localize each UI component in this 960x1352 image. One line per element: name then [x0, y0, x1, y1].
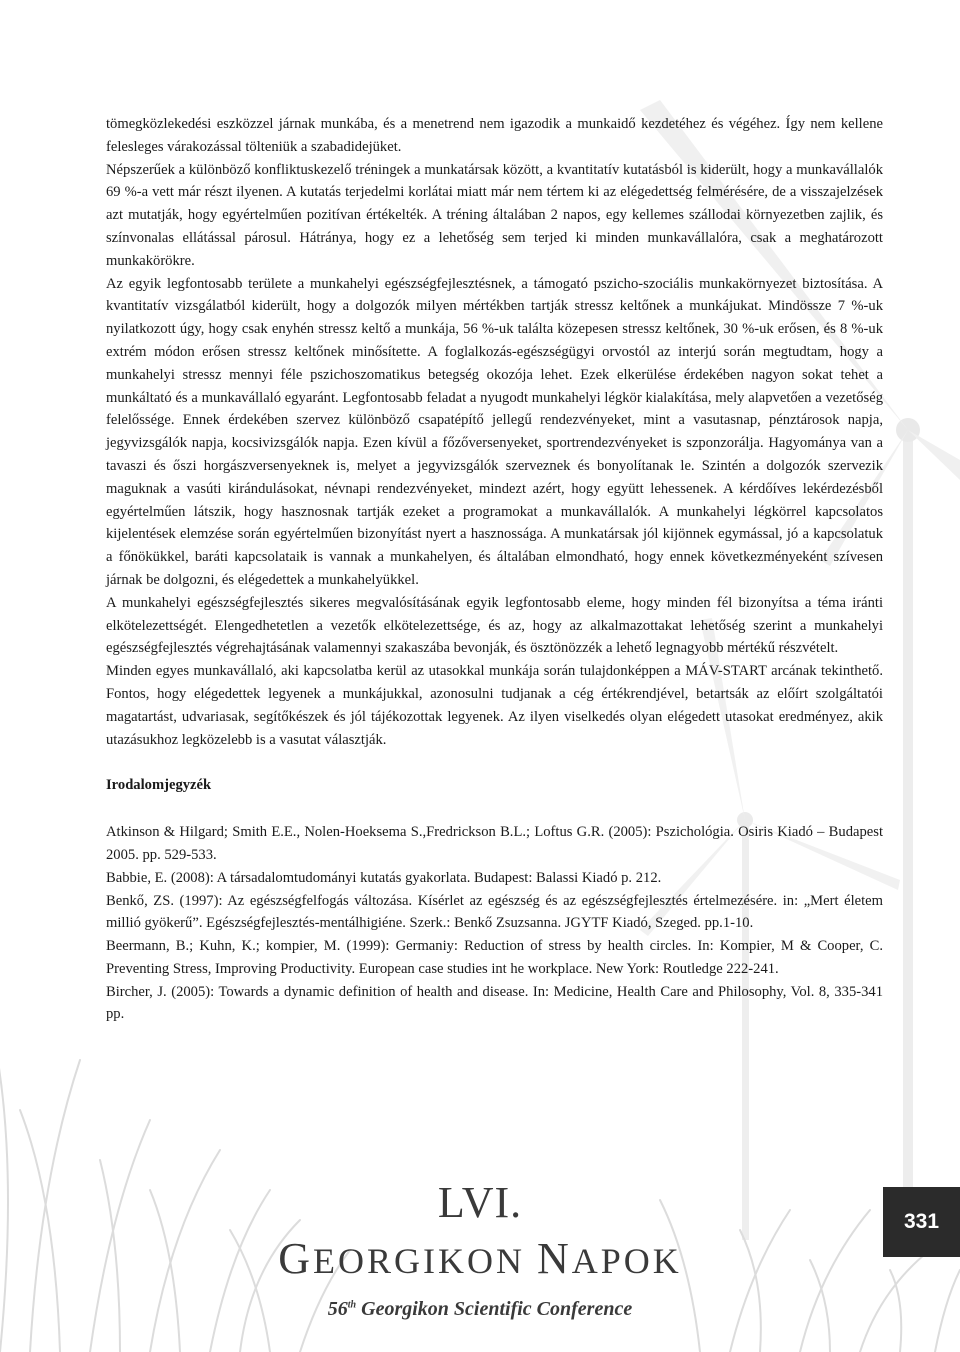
references-heading: Irodalomjegyzék [106, 777, 212, 794]
body-paragraph: A munkahelyi egészségfejlesztés sikeres megvalósításának egyik legfontosabb eleme, hogy minden fél bizonyítsa a téma iránti elkötelezettségét. Elengedhetetlen a vezetők elkötelezettsége, és az, hogy az alkalmazottakat lehetőség szerint a munkahelyi egészségfejlesztés végrehajtásának valamennyi szakaszába bevonják, és ösztönözzék a lehető legnagyobb mértékű részvételt. [106, 594, 883, 657]
conference-name: GEORGIKON NAPOK [278, 1234, 682, 1283]
page-number-badge [883, 1187, 960, 1257]
body-paragraph: Minden egyes munkavállaló, aki kapcsolatba kerül az utasokkal munkája során tulajdonképpen a MÁV-START arcának tekinthető. Fontos, hogy elégedettek legyenek a munkájukkal, azonosulni tudjanak a cég értékrendjével, betartsák az előírt szolgáltatói magatartást, udvariasak, segítőkészek és jól tájékozottak legyenek. Az ilyen viselkedés olyan elégedett utasokat eredményez, akik utazásukhoz legközelebb is a vasutat választják. [106, 663, 883, 748]
reference-item: Beermann, B.; Kuhn, K.; kompier, M. (1999): Germaniy: Reduction of stress by health circles. In: Kompier, M & Cooper, C. Preventing Stress, Improving Productivity. European case studies int he workplace. New York: Routledge 222-241. [106, 938, 883, 977]
page-number: 331 [903, 1210, 940, 1233]
reference-item: Babbie, E. (2008): A társadalomtudományi kutatás gyakorlata. Budapest: Balassi Kiadó p. 212. [106, 869, 662, 886]
body-paragraph: Az egyik legfontosabb területe a munkahelyi egészségfejlesztésnek, a támogató pszicho-szociális munkakörnyezet biztosítása. A kvantitatív vizsgálatból kiderült, hogy a dolgozók milyen mértékben tartják stressz keltőnek a munkájukat. Mindössze 7 %-uk nyilatkozott úgy, hogy csak enyhén stressz keltő a munkája, 56 %-uk találta közepesen stressz keltőnek, 30 %-uk erősen, és 8 %-uk extrém módon erősen stressz keltőnek minősítette. A foglalkozás-egészségügyi orvostól az interjú során megtudtam, hogy a munkahelyi stressz mennyi féle pszichoszomatikus betegség okozója lehet. Ezek elkerülése érdekében nagyon sokat tehet a munkáltató és a munkavállaló egyaránt. Legfontosabb feladat a nyugodt munkahelyi légkör kialakítása, mely alapvetően a vezetőség felelőssége. Ennek érdekében szervez különböző csapatépítő jellegű rendezvényeket, mint a vasutasnap, pénztárosok napja, jegyvizsgálók napja, kocsivizsgálók napja. Ezen kívül a főzőversenyeket, sportrendezvényeket is szponzorálja. Hagyománya van a tavaszi és őszi horgászversenyeknek is, melyet a jegyvizsgálók szerveznek és bonyolítanak le. Szintén a dolgozók szervezik maguknak a vasúti kirándulásokat, névnapi rendezvényeket, mindezt azért, hogy együtt lehessenek. A kérdőíves lekérdezésből egyértelműen látszik, hogy hasznosnak tartják ezeket a programokat a munkavállalók. A munkahelyi légkörrel kapcsolatos kijelentések elemzése során egyértelműen bizonyítást nyert a hasznossága. A munkatársak jól kijönnek egymással, jó a kapcsolatuk a főnökükkel, baráti kapcsolataik is vannak a munkahelyen, és általában elmondható, hogy ennek következményeként szívesen járnak be dolgozni, és elégedettek a munkahelyükkel. [106, 275, 883, 588]
conference-subtitle: 56th Georgikon Scientific Conference [327, 1298, 633, 1320]
body-paragraph: tömegközlekedési eszközzel járnak munkába, és a menetrend nem igazodik a munkaidő kezdetéhez és végéhez. Így nem kellene felesleges várakozással tölteniük a szabadidejüket. [106, 116, 883, 155]
body-paragraph: Népszerűek a különböző konfliktuskezelő tréningek a munkatársak között, a kvantitatív kutatásból is kiderült, hogy a munkavállalók 69 %-a vett már részt ilyenen. A kutatás terjedelmi korlátai miatt már nem tértem ki az elégedettség felmérésére, de a visszajelzések azt mutatják, hogy egyértelműen pozitívan értékelték. A tréning általában 2 napos, egy kellemes szállodai környezetben zajlik, és színvonalas ellátással párosul. Hátránya, hogy ez a lehetőség sem terjed ki minden munkavállalóra, csak a meghatározott munkakörökre. [106, 161, 883, 269]
conference-edition: LVI. [437, 1178, 523, 1227]
reference-item: Bircher, J. (2005): Towards a dynamic definition of health and disease. In: Medicine, Health Care and Philosophy, Vol. 8, 335-341 pp. [106, 983, 883, 1023]
conference-footer [240, 1176, 720, 1321]
reference-item: Benkő, ZS. (1997): Az egészségfelfogás változása. Kísérlet az egészség és az egészségfejlesztés értelmezésére. in: „Mert életem millió gyökerű”. Egészségfejlesztés-mentálhigiéne. Szerk.: Benkő Zsuzsanna. JGYTF Kiadó, Szeged. pp.1-10. [106, 892, 883, 932]
reference-item: Atkinson & Hilgard; Smith E.E., Nolen-Hoeksema S.,Fredrickson B.L.; Loftus G.R. (2005): Pszichológia. Osiris Kiadó – Budapest 2005. pp. 529-533. [106, 824, 883, 863]
main-text [106, 113, 883, 1026]
